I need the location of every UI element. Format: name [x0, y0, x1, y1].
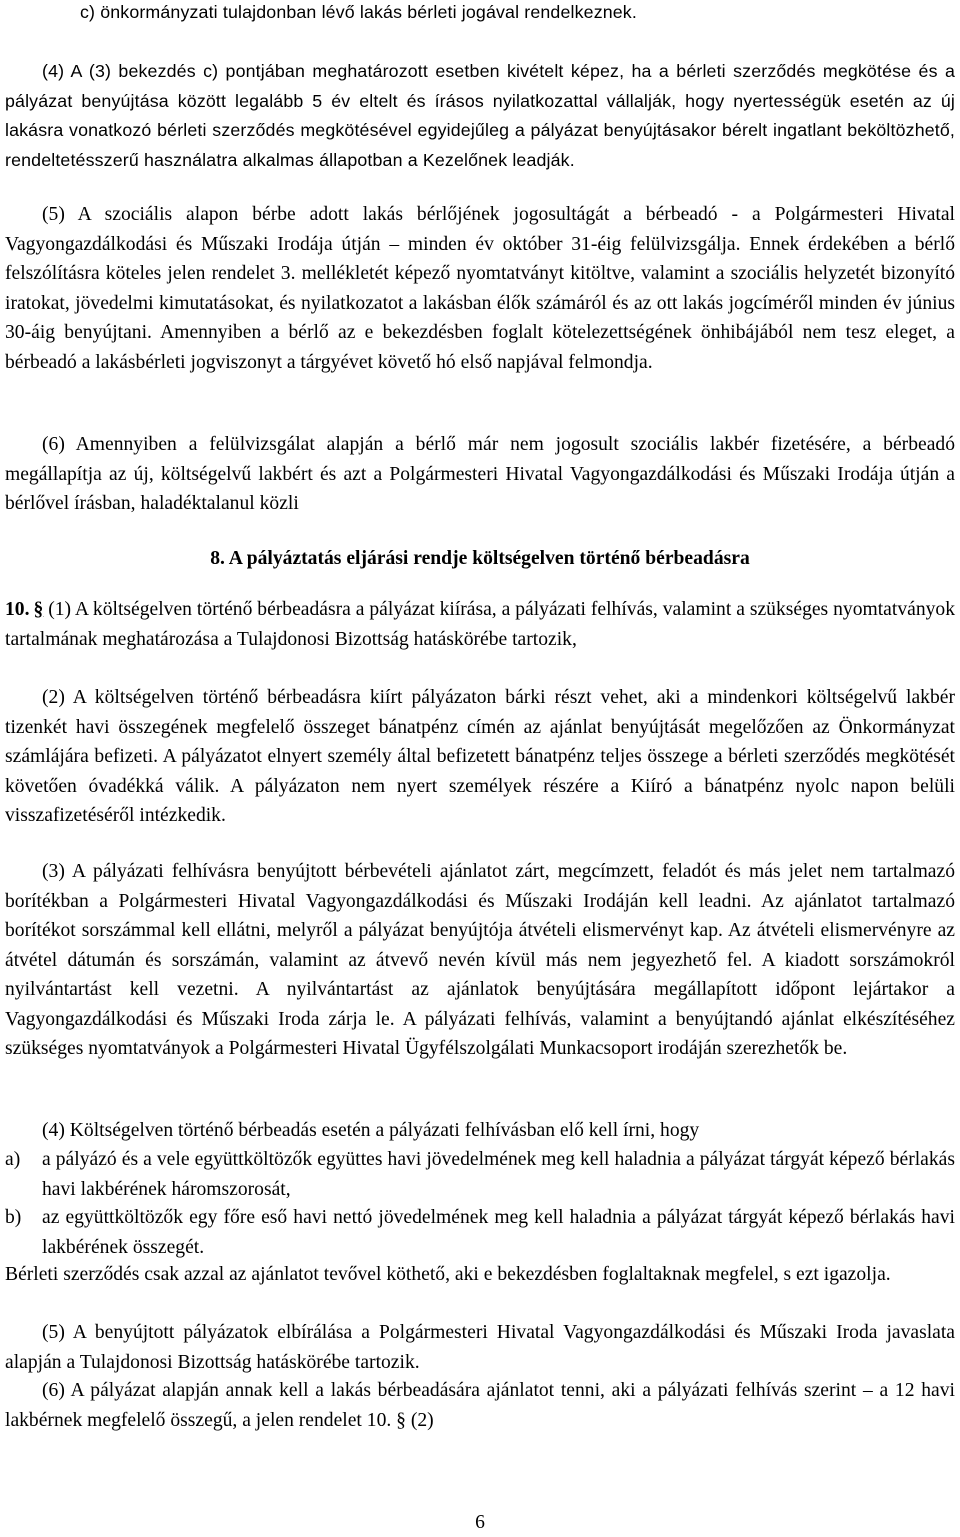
paragraph-number: 10.: [5, 599, 30, 620]
section-paragraph-3: (3) A pályázati felhívásra benyújtott bérbevételi ajánlatot zárt, megcímzett, feladót és más jelet nem tartalmazó borítékban a Polgármesteri Hivatal Vagyongazdálkodási és Műszaki Irodáján kell leadni. Az ajánlatot tartalmazó borítékot sorszámmal kell ellátni, melyről a pályázat benyújtója átvételi elismervényt kap. Az átvételi elismervényre az átvétel dátumán és sorszámán, valamint az átvevő nevén kívül más nem jegyezhető fel. A kiadott sorszámokról nyilvántartást kell vezetni. A nyilvántartást az ajánlatok benyújtására megállapított időpont lejártakor a Vagyongazdálkodási és Műszaki Iroda zárja le. A pályázati felhívás, valamint a benyújtandó ajánlat elkészítéséhez szükséges nyomtatványok a Polgármesteri Hivatal Ügyfélszolgálati Munkacsoport irodáján szerezhetők be.: [5, 861, 955, 1059]
section-paragraph-1-text: (1) A költségelven történő bérbeadásra a pályázat kiírása, a pályázati felhívás, valamint a szükséges nyomtatványok tartalmának meghatározása a Tulajdonosi Bizottság hatáskörébe tartozik,: [5, 599, 956, 650]
page-number: 6: [475, 1512, 485, 1533]
section-heading: 8. A pályáztatás eljárási rendje költségelven történő bérbeadásra: [210, 548, 750, 569]
list-text-b: az együttköltözők egy főre eső havi nettó jövedelmének meg kell haladnia a pályázat tárgyát képező bérlakás havi lakbérének összegét.: [42, 1207, 955, 1258]
after-list-text: Bérleti szerződés csak azzal az ajánlatot tevővel köthető, aki e bekezdésben foglaltaknak megfelel, s ezt igazolja.: [5, 1264, 891, 1285]
intro-item-c-text: c) önkormányzati tulajdonban lévő lakás bérleti jogával rendelkeznek.: [80, 2, 637, 22]
section-paragraph-2: (2) A költségelven történő bérbeadásra kiírt pályázaton bárki részt vehet, aki a mindenkori költségelvű lakbér tizenkét havi összegének megfelelő összeget bánatpénz címén az ajánlat benyújtását megelőzően az Önkormányzat számlájára befizeti. A pályázatot elnyert személy által befizetett bánatpénz teljes összege a bérleti szerződés megkötését követően óvadékká válik. A pályázaton nem nyert személyek részére a Kiíró a bánatpénz nyolc napon belüli visszafizetéséről intézkedik.: [5, 687, 955, 826]
intro-paragraph-4: (4) A (3) bekezdés c) pontjában meghatározott esetben kivételt képez, ha a bérleti szerződés megkötése és a pályázat benyújtása között legalább 5 év eltelt és írásos nyilatkozattal vállalják, hogy nyertességük esetén az új lakásra vonatkozó bérleti szerződés megkötésével egyidejűleg a pályázat benyújtásakor bérelt ingatlant beköltözhető, rendeltetésszerű használatra alkalmas állapotban a Kezelőnek leadják.: [5, 61, 955, 170]
intro-item-c: [5, 0, 955, 28]
paragraph-sign: §: [33, 599, 44, 620]
list-item-a: [5, 1145, 955, 1204]
intro-paragraph-5: (5) A szociális alapon bérbe adott lakás bérlőjének jogosultágát a bérbeadó - a Polgármesteri Hivatal Vagyongazdálkodási és Műszaki Irodája útján – minden év október 31-éig felülvizsgálja. Ennek érdekében a bérlő felszólításra köteles jelen rendelet 3. mellékletét képező nyomtatványt kitöltve, valamint a szociális helyzetét bizonyító iratokat, jövedelmi kimutatásokat, és nyilatkozatot a lakásban élők számáról és az ott lakás jogcíméről minden év június 30-áig benyújtani. Amennyiben a bérlő az e bekezdésben foglalt kötelezettségének önhibájából nem tesz eleget, a bérbeadó a lakásbérleti jogviszonyt a tárgyévet követő hó első napjával felmondja.: [5, 204, 955, 373]
section-paragraph-6: (6) A pályázat alapján annak kell a lakás bérbeadására ajánlatot tenni, aki a pályázati felhívás szerint – a 12 havi lakbérnek megfelelő összegű, a jelen rendelet 10. § (2): [5, 1380, 955, 1431]
section-paragraph-1: [5, 595, 955, 654]
intro-paragraph-6: (6) Amennyiben a felülvizsgálat alapján a bérlő már nem jogosult szociális lakbér fizetésére, a bérbeadó megállapítja az új, költségelvű lakbért és azt a Polgármesteri Hivatal Vagyongazdálkodási és Műszaki Irodája útján a bérlővel írásban, haladéktalanul közli: [5, 434, 955, 514]
section-paragraph-4: (4) Költségelven történő bérbeadás esetén a pályázati felhívásban elő kell írni, hogy: [42, 1120, 700, 1141]
list-marker-a: a): [5, 1149, 21, 1170]
list-item-b: [5, 1203, 955, 1262]
list-text-a: a pályázó és a vele együttköltözők együttes havi jövedelmének meg kell haladnia a pályázat tárgyát képező bérlakás havi lakbérének háromszorosát,: [42, 1149, 955, 1200]
section-paragraph-5: (5) A benyújtott pályázatok elbírálása a Polgármesteri Hivatal Vagyongazdálkodási és Műszaki Iroda javaslata alapján a Tulajdonosi Bizottság hatáskörébe tartozik.: [5, 1322, 955, 1373]
list-marker-b: b): [5, 1207, 22, 1228]
